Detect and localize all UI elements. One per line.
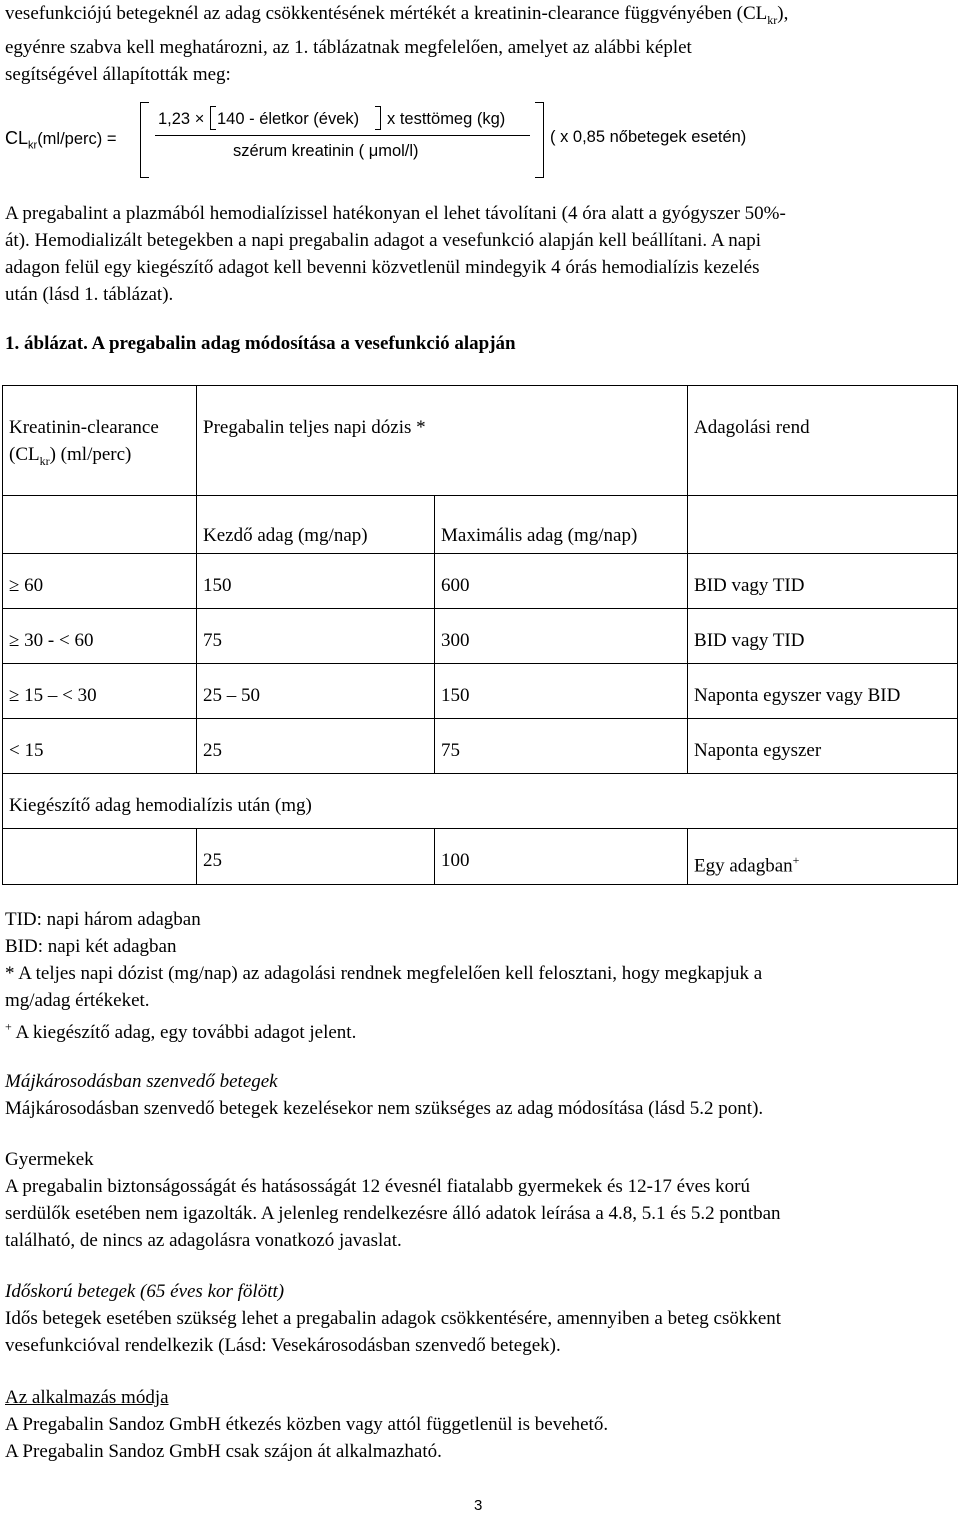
- intro-line-2: egyénre szabva kell meghatározni, az 1. táblázatnak megfelelően, amelyet az alábbi képlet: [5, 36, 692, 58]
- hemodialysis-paragraph: [5, 200, 953, 308]
- row-max-dose: 150: [435, 664, 688, 719]
- outer-bracket-left: [140, 102, 149, 178]
- inner-bracket-right: [375, 106, 381, 130]
- row-regimen: BID vagy TID: [688, 609, 958, 664]
- supplement-regimen: Egy adagban+: [688, 829, 958, 885]
- children-section: [5, 1146, 953, 1254]
- note-star-line-2: mg/adag értékeket.: [5, 990, 150, 1011]
- administration-heading: Az alkalmazás módja: [5, 1387, 169, 1408]
- intro-line-3: segítségével állapították meg:: [5, 63, 231, 85]
- table-notes: [5, 906, 953, 1046]
- administration-line-1: A Pregabalin Sandoz GmbH étkezés közben vagy attól függetlenül is bevehető.: [5, 1414, 609, 1435]
- table-caption-number: 1. áblázat.: [5, 333, 88, 354]
- creatinine-clearance-formula: [5, 102, 955, 182]
- liver-text: Májkárosodásban szenvedő betegek kezelésekor nem szükséges az adag módosítása (lásd 5.2 pont).: [5, 1098, 764, 1119]
- table-caption: [5, 333, 516, 355]
- note-plus: + A kiegészítő adag, egy további adagot jelent.: [5, 1020, 357, 1044]
- header-dosing-regimen: Adagolási rend: [688, 386, 958, 496]
- table-caption-title: A pregabalin adag módosítása a vesefunkció alapján: [87, 333, 516, 354]
- note-bid: BID: napi két adagban: [5, 936, 177, 957]
- liver-section: [5, 1068, 953, 1122]
- formula-weight-term: x testtömeg (kg): [387, 110, 506, 128]
- children-line-2: serdülők esetében nem igazolták. A jelenleg rendelkezésre álló adatok leírása a 4.8, 5.1 és 5.2 pontban: [5, 1203, 781, 1224]
- formula-female-factor: ( x 0,85 nőbetegek esetén): [550, 128, 747, 146]
- inner-bracket-left: [210, 106, 216, 130]
- subheader-empty-right: [688, 496, 958, 554]
- row-max-dose: 600: [435, 554, 688, 609]
- table-row: [3, 554, 958, 609]
- outer-bracket-right: [535, 102, 544, 178]
- elderly-section: [5, 1278, 953, 1359]
- row-max-dose: 300: [435, 609, 688, 664]
- supplement-start-dose: 25: [197, 829, 435, 885]
- table-supplement-row: [3, 829, 958, 885]
- supplement-max-dose: 100: [435, 829, 688, 885]
- row-regimen: Naponta egyszer: [688, 719, 958, 774]
- row-crcl: ≥ 30 - < 60: [3, 609, 197, 664]
- liver-heading: Májkárosodásban szenvedő betegek: [5, 1071, 278, 1092]
- row-start-dose: 25 – 50: [197, 664, 435, 719]
- subheader-maximum-dose: Maximális adag (mg/nap): [435, 496, 688, 554]
- row-regimen: Naponta egyszer vagy BID: [688, 664, 958, 719]
- row-start-dose: 150: [197, 554, 435, 609]
- table-header-row: [3, 386, 958, 496]
- elderly-line-2: vesefunkcióval rendelkezik (Lásd: Vesekárosodásban szenvedő betegek).: [5, 1335, 561, 1356]
- intro-line-1: vesefunkciójú betegeknél az adag csökkentésének mértékét a kreatinin-clearance függvényében $(CL_{kr})$,: [5, 3, 789, 27]
- hemo-line-4: után (lásd 1. táblázat).: [5, 284, 174, 305]
- administration-line-2: A Pregabalin Sandoz GmbH csak szájon át alkalmazható.: [5, 1441, 442, 1462]
- hemo-line-2: át). Hemodializált betegekben a napi pregabalin adagot a vesefunkció alapján kell beállítani. A napi: [5, 230, 762, 251]
- table-row: [3, 609, 958, 664]
- supplement-label: Kiegészítő adag hemodialízis után (mg): [3, 774, 958, 829]
- formula-denominator: szérum kreatinin ( μmol/l): [233, 142, 419, 160]
- table-subheader-row: [3, 496, 958, 554]
- row-start-dose: 75: [197, 609, 435, 664]
- row-regimen: BID vagy TID: [688, 554, 958, 609]
- note-tid: TID: napi három adagban: [5, 909, 201, 930]
- dose-adjustment-table: [2, 385, 958, 885]
- elderly-heading: Időskorú betegek (65 éves kor fölött): [5, 1281, 285, 1302]
- administration-section: [5, 1384, 953, 1465]
- header-total-daily-dose: Pregabalin teljes napi dózis *: [197, 386, 688, 496]
- row-start-dose: 25: [197, 719, 435, 774]
- children-line-1: A pregabalin biztonságosságát és hatásosságát 12 évesnél fiatalabb gyermekek és 12-17 éves korú: [5, 1176, 750, 1197]
- formula-age-term: 140 - életkor (évek): [217, 110, 360, 128]
- row-crcl: ≥ 60: [3, 554, 197, 609]
- supplement-empty: [3, 829, 197, 885]
- row-crcl: ≥ 15 – < 30: [3, 664, 197, 719]
- table-row: [3, 664, 958, 719]
- formula-coefficient: 1,23 ×: [158, 110, 205, 128]
- subheader-empty: [3, 496, 197, 554]
- children-heading: Gyermekek: [5, 1149, 94, 1170]
- subheader-starting-dose: Kezdő adag (mg/nap): [197, 496, 435, 554]
- table-row: [3, 719, 958, 774]
- table-supplement-label-row: [3, 774, 958, 829]
- row-max-dose: 75: [435, 719, 688, 774]
- row-crcl: < 15: [3, 719, 197, 774]
- intro-paragraph: [5, 0, 953, 88]
- fraction-bar: [155, 135, 530, 136]
- formula-lhs: $CL_{kr}(ml/perc)$ =: [5, 128, 117, 152]
- hemo-line-1: A pregabalint a plazmából hemodialízissel hatékonyan el lehet távolítani (4 óra alatt a gyógyszer 50%-: [5, 203, 786, 224]
- note-star-line-1: * A teljes napi dózist (mg/nap) az adagolási rendnek megfelelően kell felosztani, hogy megkapjuk a: [5, 963, 763, 984]
- children-line-3: található, de nincs az adagolásra vonatkozó javaslat.: [5, 1230, 402, 1251]
- header-creatinine-clearance: Kreatinin-clearance $(CL_{kr})$ (ml/perc): [3, 386, 197, 496]
- elderly-line-1: Idős betegek esetében szükség lehet a pregabalin adagok csökkentésére, amennyiben a beteg csökkent: [5, 1308, 782, 1329]
- hemo-line-3: adagon felül egy kiegészítő adagot kell bevenni közvetlenül mindegyik 4 órás hemodialízis kezelés: [5, 257, 760, 278]
- page-number: 3: [474, 1497, 483, 1514]
